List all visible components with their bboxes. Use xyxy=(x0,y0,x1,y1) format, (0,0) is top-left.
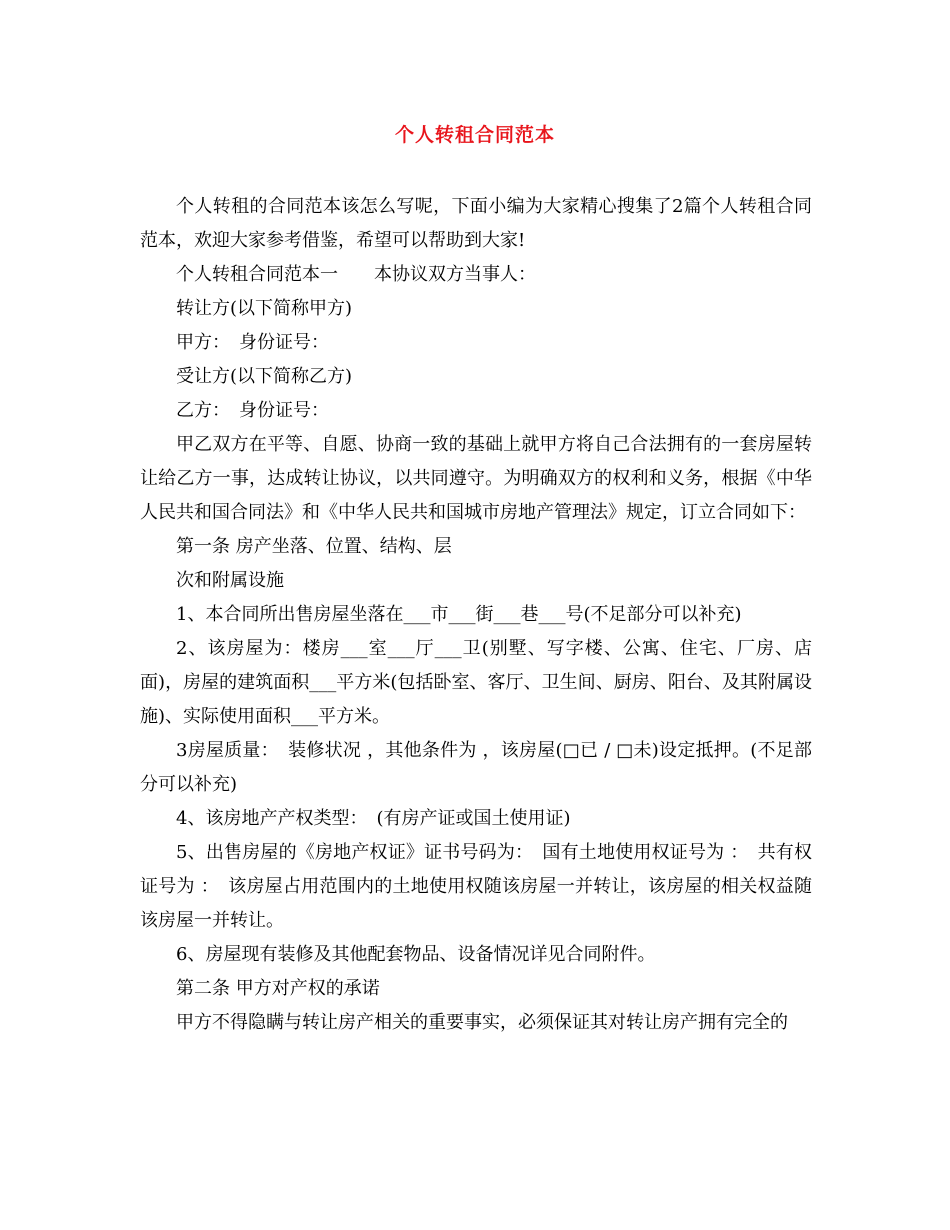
paragraph: 甲方不得隐瞒与转让房产相关的重要事实，必须保证其对转让房产拥有完全的 xyxy=(176,1012,788,1033)
paragraph: 3房屋质量： 装修状况 ，其他条件为 ，该房屋(□已 / □未)设定抵押。(不足部分可以补充) xyxy=(140,740,812,795)
document-body xyxy=(140,190,812,1040)
paragraph: 次和附属设施 xyxy=(176,570,284,591)
paragraph: 5、出售房屋的《房地产权证》证书号码为： 国有土地使用权证号为 ： 共有权证号为 ： 该房屋占用范围内的土地使用权随该房屋一并转让，该房屋的相关权益随该房屋一并转让。 xyxy=(140,842,812,931)
paragraph: 乙方： 身份证号： xyxy=(176,400,329,421)
paragraph: 2、该房屋为：楼房___室___厅___卫(别墅、写字楼、公寓、住宅、厂房、店面)，房屋的建筑面积___平方米(包括卧室、客厅、卫生间、厨房、阳台、及其附属设施)、实际使用面积___平方米。 xyxy=(140,638,812,727)
paragraph: 6、房屋现有装修及其他配套物品、设备情况详见合同附件。 xyxy=(176,944,656,965)
paragraph: 个人转租合同范本一 本协议双方当事人： xyxy=(176,264,536,285)
paragraph: 4、该房地产产权类型： (有房产证或国土使用证) xyxy=(176,808,571,829)
paragraph: 甲方： 身份证号： xyxy=(176,332,329,353)
paragraph: 甲乙双方在平等、自愿、协商一致的基础上就甲方将自己合法拥有的一套房屋转让给乙方一事，达成转让协议，以共同遵守。为明确双方的权利和义务，根据《中华人民共和国合同法》和《中华人民共和国城市房地产管理法》规定，订立合同如下： xyxy=(140,434,812,523)
document-title: 个人转租合同范本 xyxy=(394,124,555,146)
paragraph: 转让方(以下简称甲方) xyxy=(176,298,353,319)
paragraph: 第一条 房产坐落、位置、结构、层 xyxy=(176,536,452,557)
paragraph: 1、本合同所出售房屋坐落在___市___街___巷___号(不足部分可以补充) xyxy=(176,604,742,625)
paragraph: 受让方(以下简称乙方) xyxy=(176,366,353,387)
paragraph: 个人转租的合同范本该怎么写呢，下面小编为大家精心搜集了2篇个人转租合同范本，欢迎大家参考借鉴，希望可以帮助到大家! xyxy=(140,196,812,251)
paragraph: 第二条 甲方对产权的承诺 xyxy=(176,978,380,999)
